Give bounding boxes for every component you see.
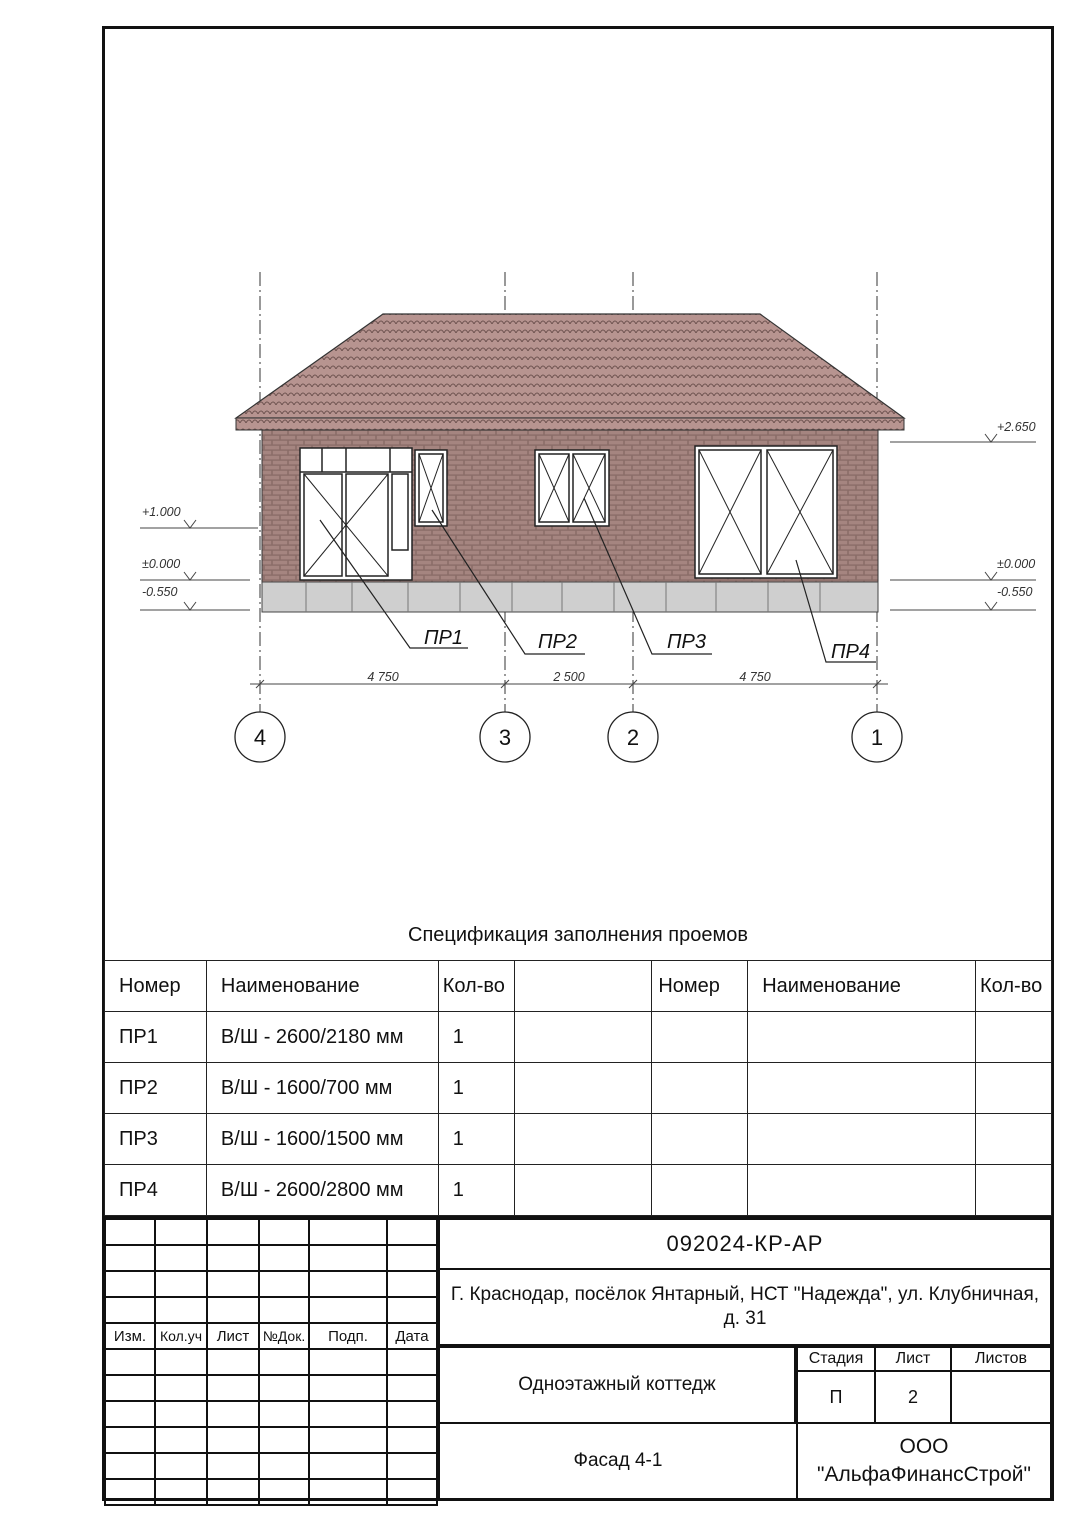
- col-podp: Подп.: [309, 1323, 387, 1349]
- opening-label-pr4: ПР4: [831, 641, 870, 663]
- spec-num: ПР2: [105, 1063, 207, 1114]
- dimension-2-1: 4 750: [739, 670, 771, 684]
- opening-pr1: [300, 448, 412, 580]
- sheet-label: Лист: [874, 1346, 952, 1372]
- object-name: Одноэтажный коттедж: [438, 1346, 796, 1424]
- spec-header-row: [105, 961, 1052, 1012]
- opening-pr3: [535, 450, 609, 526]
- stage-value: П: [796, 1370, 876, 1424]
- spec-num: ПР3: [105, 1114, 207, 1165]
- table-row: [105, 1063, 1052, 1114]
- dimension-3-2: 2 500: [553, 670, 585, 684]
- plinth: [262, 582, 878, 612]
- col-ndok: №Док.: [259, 1323, 309, 1349]
- sheets-label: Листов: [950, 1346, 1052, 1372]
- revision-grid: [104, 1218, 438, 1506]
- axis-label-1: 1: [870, 725, 884, 750]
- roof-eave: [236, 418, 904, 430]
- level-ridge-right: +2.650: [997, 420, 1036, 434]
- opening-label-pr1: ПР1: [424, 627, 463, 649]
- stage-label: Стадия: [796, 1346, 876, 1372]
- sheet-title: Фасад 4-1: [438, 1422, 798, 1500]
- spec-header: Кол-во: [438, 961, 514, 1012]
- dimension-4-3: 4 750: [367, 670, 399, 684]
- spec-header: Наименование: [206, 961, 438, 1012]
- sheets-value: [950, 1370, 1052, 1424]
- col-data: Дата: [387, 1323, 437, 1349]
- axis-label-2: 2: [626, 725, 640, 750]
- axis-label-3: 3: [498, 725, 512, 750]
- spec-name: В/Ш - 2600/2800 мм: [206, 1165, 438, 1216]
- spec-name: В/Ш - 1600/1500 мм: [206, 1114, 438, 1165]
- spec-qty: 1: [438, 1165, 514, 1216]
- spec-num: ПР4: [105, 1165, 207, 1216]
- spec-header: Номер: [652, 961, 748, 1012]
- spec-name: В/Ш - 2600/2180 мм: [206, 1012, 438, 1063]
- level-zero-right: ±0.000: [997, 557, 1036, 571]
- company-name: [796, 1422, 1052, 1500]
- spec-qty: 1: [438, 1012, 514, 1063]
- spec-header: [514, 961, 652, 1012]
- spec-header: Кол-во: [976, 961, 1052, 1012]
- level-ground-right: -0.550: [997, 585, 1033, 599]
- spec-header: Наименование: [748, 961, 976, 1012]
- spec-title: Спецификация заполнения проемов: [408, 924, 748, 946]
- table-row: [105, 1165, 1052, 1216]
- spec-qty: 1: [438, 1063, 514, 1114]
- company-line-2: "АльфаФинансСтрой": [816, 1463, 1031, 1486]
- project-code: 092024-КР-АР: [438, 1218, 1052, 1270]
- table-row: [105, 1012, 1052, 1063]
- spec-header: Номер: [105, 961, 207, 1012]
- level-window-left: +1.000: [142, 505, 181, 519]
- project-address: Г. Краснодар, посёлок Янтарный, НСТ "Надежда", ул. Клубничная, д. 31: [438, 1268, 1052, 1346]
- opening-pr2: [415, 450, 447, 526]
- spec-qty: 1: [438, 1114, 514, 1165]
- spec-num: ПР1: [105, 1012, 207, 1063]
- table-row: [105, 1114, 1052, 1165]
- col-list: Лист: [207, 1323, 259, 1349]
- opening-label-pr2: ПР2: [538, 631, 577, 653]
- sheet-value: 2: [874, 1370, 952, 1424]
- axis-label-4: 4: [253, 725, 267, 750]
- level-zero-left: ±0.000: [142, 557, 181, 571]
- roof: [236, 314, 904, 418]
- opening-pr4: [695, 446, 837, 578]
- spec-name: В/Ш - 1600/700 мм: [206, 1063, 438, 1114]
- opening-label-pr3: ПР3: [667, 631, 706, 653]
- spec-table: [104, 960, 1052, 1216]
- company-line-1: ООО: [899, 1434, 949, 1458]
- revision-header-row: [105, 1323, 437, 1349]
- col-izm: Изм.: [105, 1323, 155, 1349]
- col-kolvo-uch: Кол.уч: [155, 1323, 207, 1349]
- level-ground-left: -0.550: [142, 585, 178, 599]
